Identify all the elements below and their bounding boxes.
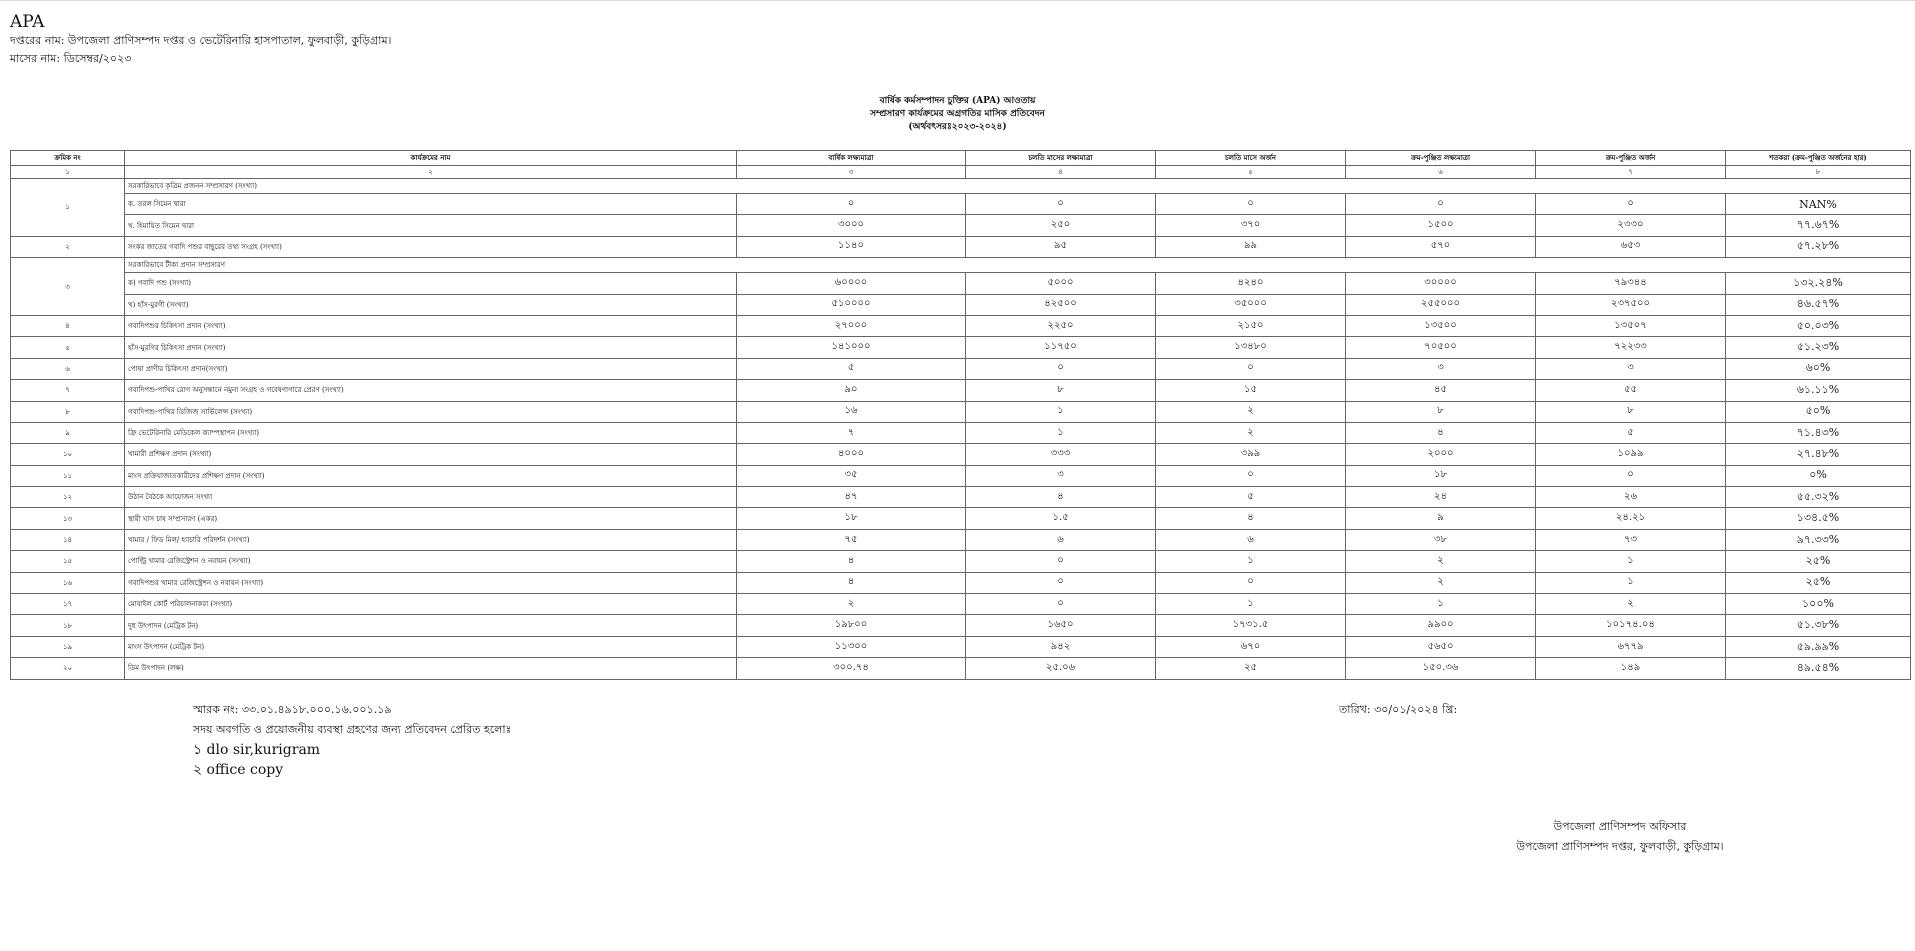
index-cell: ৬ (1346, 166, 1536, 179)
annual-target: ০ (737, 194, 966, 215)
annual-target: ৪৭ (737, 487, 966, 508)
cumulative-achievement: ২ (1536, 594, 1726, 615)
percentage: ৭১.৪৩% (1726, 422, 1911, 443)
col-cumulative-target: ক্রম-পুঞ্জিত লক্ষ্যমাত্রা (1346, 151, 1536, 166)
percentage: ৬১.১১% (1726, 380, 1911, 401)
cumulative-target: ১৩৫০০ (1346, 315, 1536, 336)
cumulative-target: ২ (1346, 572, 1536, 593)
annual-target: ২৭০০০ (737, 315, 966, 336)
activity-name: ক. তরল সিমেন দ্বারা (125, 194, 737, 215)
activity-name: পোল্ট্রি খামার রেজিস্ট্রেশন ও নবায়ন (সংখ্যা) (125, 551, 737, 572)
percentage: NAN% (1726, 194, 1911, 215)
activity-name: মাংস উৎপাদন (মেট্রিক টন) (125, 636, 737, 657)
memo-block (193, 700, 511, 780)
annual-target: ৫ (737, 358, 966, 379)
percentage: ৫৯.৯৯% (1726, 636, 1911, 657)
table-row (11, 337, 1911, 358)
cumulative-achievement: ৩ (1536, 358, 1726, 379)
progress-table (10, 150, 1911, 680)
annual-target: ৭ (737, 422, 966, 443)
month-target: ৯৫ (966, 236, 1156, 257)
serial-cell: ৭ (11, 380, 125, 401)
annual-target: ১১৪০ (737, 236, 966, 257)
percentage: ৯৭.৩৩% (1726, 529, 1911, 550)
cumulative-target: ৫৭০ (1346, 236, 1536, 257)
table-row (11, 444, 1911, 465)
percentage: ৫১.২৩% (1726, 337, 1911, 358)
cumulative-achievement: ০ (1536, 465, 1726, 486)
table-row (11, 422, 1911, 443)
month-achievement: ১ (1156, 551, 1346, 572)
month-target: ৯৪২ (966, 636, 1156, 657)
recipient-item: ১ dlo sir,kurigram (193, 742, 321, 758)
serial-cell: ৩ (11, 258, 125, 316)
report-header (10, 12, 391, 68)
activity-name: দুধ উৎপাদন (মেট্রিক টন) (125, 615, 737, 636)
month-target: ০ (966, 551, 1156, 572)
annual-target: ৫১০০০০ (737, 294, 966, 315)
annual-target: ৩৫ (737, 465, 966, 486)
table-row (11, 294, 1911, 315)
annual-target: ২ (737, 594, 966, 615)
cumulative-target: ২ (1346, 551, 1536, 572)
percentage: ২৫% (1726, 572, 1911, 593)
table-row (11, 194, 1911, 215)
cumulative-achievement: ২৩৭৫০০ (1536, 294, 1726, 315)
month-target: ০ (966, 572, 1156, 593)
cumulative-achievement: ১ (1536, 572, 1726, 593)
cumulative-target: ০ (1346, 194, 1536, 215)
table-row (11, 487, 1911, 508)
serial-cell: ১৭ (11, 594, 125, 615)
cumulative-achievement: ৭৯৩৪৪ (1536, 273, 1726, 294)
percentage: ৫৫.৩২% (1726, 487, 1911, 508)
serial-cell: ১৪ (11, 529, 125, 550)
month-achievement: ০ (1156, 465, 1346, 486)
cumulative-achievement: ৬৭৭৯ (1536, 636, 1726, 657)
month-achievement: ৬৭০ (1156, 636, 1346, 657)
serial-cell: ৯ (11, 422, 125, 443)
memo-reference: স্মারক নং: ৩৩.০১.৪৯১৮.০০০.১৬.০০১.১৯ (193, 703, 392, 716)
activity-name: সংকর জাতের গবাদি পশুর বাছুরের তথ্য সংগ্রহ (সংখ্যা) (125, 236, 737, 257)
cumulative-target: ২০০০ (1346, 444, 1536, 465)
month-target: ৩৩৩ (966, 444, 1156, 465)
cumulative-target: ৮ (1346, 401, 1536, 422)
app-title: APA (10, 12, 45, 32)
month-target: ৬ (966, 529, 1156, 550)
col-cumulative-achievement: ক্রম-পুঞ্জিত অর্জন (1536, 151, 1726, 166)
activity-name: খামারী প্রশিক্ষণ প্রদান (সংখ্যা) (125, 444, 737, 465)
serial-cell: ২ (11, 236, 125, 257)
table-row (11, 529, 1911, 550)
month-target: ১১৭৫০ (966, 337, 1156, 358)
serial-cell: ১৮ (11, 615, 125, 636)
memo-purpose: সদয় অবগতি ও প্রয়োজনীয় ব্যবস্থা গ্রহণের জন্য প্রতিবেদন প্রেরিত হলোঃ (193, 723, 512, 736)
table-row (11, 658, 1911, 679)
annual-target: ১১৩০০ (737, 636, 966, 657)
index-cell: ৩ (737, 166, 966, 179)
index-cell: ৪ (966, 166, 1156, 179)
cumulative-achievement: ৭৩ (1536, 529, 1726, 550)
cumulative-achievement: ২৪.২১ (1536, 508, 1726, 529)
activity-name: গবাদিপশুর খামার রেজিস্ট্রেশন ও নবায়ন (সংখ্যা) (125, 572, 737, 593)
table-row (11, 615, 1911, 636)
report-title-line3: (অর্থবৎসরঃ২০২৩-২০২৪) (908, 122, 1007, 132)
recipient-item: ২ office copy (193, 762, 284, 778)
annual-target: ১৬ (737, 401, 966, 422)
percentage: ১০০% (1726, 594, 1911, 615)
percentage: ৫১.৩৮% (1726, 615, 1911, 636)
activity-name: গবাদিপশুর চিকিৎসা প্রদান (সংখ্যা) (125, 315, 737, 336)
col-percentage: শতকরা (ক্রম-পুঞ্জিত অর্জনের হার) (1726, 151, 1911, 166)
top-border-line (0, 0, 1915, 1)
index-cell: ৮ (1726, 166, 1911, 179)
month-target: ১৬৫০ (966, 615, 1156, 636)
month-name: মাসের নাম: ডিসেম্বর/২০২৩ (10, 52, 132, 65)
table-row-group (11, 179, 1911, 194)
activity-name: খামার / ফিড মিল/ হ্যাচারি পরিদর্শন (সংখ্যা) (125, 529, 737, 550)
date-line: তারিখ: ৩০/০১/২০২৪ খ্রি: (1339, 703, 1458, 716)
report-title (0, 95, 1915, 134)
annual-target: ১৪১০০০ (737, 337, 966, 358)
cumulative-target: ৩ (1346, 358, 1536, 379)
month-target: ৫০০০ (966, 273, 1156, 294)
signature-block (1480, 817, 1760, 857)
month-target: ৮ (966, 380, 1156, 401)
month-target: ০ (966, 594, 1156, 615)
table-row (11, 380, 1911, 401)
cumulative-achievement: ১০৯৯ (1536, 444, 1726, 465)
annual-target: ১৯৮০০ (737, 615, 966, 636)
cumulative-target: ৯ (1346, 508, 1536, 529)
cumulative-target: ৫৬৫০ (1346, 636, 1536, 657)
serial-cell: ৮ (11, 401, 125, 422)
month-target: ১.৫ (966, 508, 1156, 529)
table-row (11, 594, 1911, 615)
month-target: ২২৫০ (966, 315, 1156, 336)
month-achievement: ১ (1156, 594, 1346, 615)
column-index-row (11, 166, 1911, 179)
serial-cell: ১০ (11, 444, 125, 465)
month-achievement: ২ (1156, 422, 1346, 443)
percentage: ১৩৪.৫% (1726, 508, 1911, 529)
month-achievement: ৩৯৯ (1156, 444, 1346, 465)
cumulative-achievement: ০ (1536, 194, 1726, 215)
cumulative-achievement: ৫৫ (1536, 380, 1726, 401)
cumulative-target: ৪৫ (1346, 380, 1536, 401)
activity-name: গবাদিপশু-পাখির রোগ অনুসন্ধানে নমুনা সংগ্রহ ও গবেষণাগারে প্রেরণ (সংখ্যা) (125, 380, 737, 401)
percentage: ৪৬.৫৭% (1726, 294, 1911, 315)
month-target: ৪ (966, 487, 1156, 508)
table-row (11, 236, 1911, 257)
activity-name: হাঁস-মুরগির চিকিৎসা প্রদান (সংখ্যা) (125, 337, 737, 358)
month-achievement: ৩৫০০০ (1156, 294, 1346, 315)
percentage: ২৭.৪৮% (1726, 444, 1911, 465)
index-cell: ১ (11, 166, 125, 179)
activity-name: গবাদিপশু-পাখির ডিজিজ সার্ভিলেন্স (সংখ্যা) (125, 401, 737, 422)
month-target: ১ (966, 422, 1156, 443)
activity-name: পোষা প্রাণীর চিকিৎসা প্রদান(সংখ্যা) (125, 358, 737, 379)
serial-cell: ১২ (11, 487, 125, 508)
month-achievement: ০ (1156, 572, 1346, 593)
activity-name: মোবাইল কোর্ট পরিচালনাকরা (সংখ্যা) (125, 594, 737, 615)
month-achievement: ৪২৪০ (1156, 273, 1346, 294)
table-row (11, 572, 1911, 593)
month-target: ২৫০ (966, 215, 1156, 236)
activity-name: ফ্রি ভেটেরিনারি মেডিকেল ক্যাম্পস্থাপন (সংখ্যা) (125, 422, 737, 443)
month-achievement: ০ (1156, 194, 1346, 215)
activity-name: খ. হিমায়িত সিমেন দ্বারা (125, 215, 737, 236)
cumulative-achievement: ১৩৫০৭ (1536, 315, 1726, 336)
month-achievement: ১৩৪৮০ (1156, 337, 1346, 358)
serial-cell: ৬ (11, 358, 125, 379)
percentage: ২৫% (1726, 551, 1911, 572)
col-annual-target: বার্ষিক লক্ষ্যমাত্রা (737, 151, 966, 166)
annual-target: ৭৫ (737, 529, 966, 550)
activity-name: মাংস প্রক্রিয়াজাতকারীদের প্রশিক্ষণ প্রদান (সংখ্যা) (125, 465, 737, 486)
cumulative-achievement: ২৬ (1536, 487, 1726, 508)
cumulative-achievement: ৫ (1536, 422, 1726, 443)
cumulative-achievement: ২৩৩০ (1536, 215, 1726, 236)
group-heading: সরকারিভাবে কৃত্রিম প্রজনন সম্প্রসারণ (সংখ্যা) (125, 179, 1911, 194)
annual-target: ৪ (737, 572, 966, 593)
serial-cell: ১ (11, 179, 125, 237)
table-row (11, 636, 1911, 657)
serial-cell: ১৬ (11, 572, 125, 593)
percentage: ৫০.০৩% (1726, 315, 1911, 336)
month-target: ০ (966, 358, 1156, 379)
percentage: ৫০% (1726, 401, 1911, 422)
activity-name: ডিম উৎপাদন (লক্ষ) (125, 658, 737, 679)
percentage: ১৩২.২৪% (1726, 273, 1911, 294)
month-achievement: ০ (1156, 358, 1346, 379)
cumulative-target: ২৫৫০০০ (1346, 294, 1536, 315)
percentage: ০% (1726, 465, 1911, 486)
cumulative-target: ৪ (1346, 422, 1536, 443)
cumulative-target: ১৫০.৩৬ (1346, 658, 1536, 679)
index-cell: ২ (125, 166, 737, 179)
signature-office: উপজেলা প্রাণিসম্পদ দপ্তর, ফুলবাড়ী, কুড়িগ্রাম। (1516, 840, 1724, 853)
cumulative-target: ১৫০০ (1346, 215, 1536, 236)
table-row (11, 551, 1911, 572)
cumulative-target: ৩৮ (1346, 529, 1536, 550)
cumulative-target: ২৪ (1346, 487, 1536, 508)
month-target: ৪২৫০০ (966, 294, 1156, 315)
annual-target: ৪০০০ (737, 444, 966, 465)
col-month-target: চলতি মাসের লক্ষ্যমাত্রা (966, 151, 1156, 166)
serial-cell: ৪ (11, 315, 125, 336)
col-month-achievement: চলতি মাসে অর্জন (1156, 151, 1346, 166)
cumulative-achievement: ১৪৯ (1536, 658, 1726, 679)
month-target: ১ (966, 401, 1156, 422)
cumulative-target: ৭০৫০০ (1346, 337, 1536, 358)
activity-name: খ) হাঁস-মুরগী (সংখ্যা) (125, 294, 737, 315)
cumulative-achievement: ১ (1536, 551, 1726, 572)
serial-cell: ১৩ (11, 508, 125, 529)
percentage: ৬০% (1726, 358, 1911, 379)
month-achievement: ৬ (1156, 529, 1346, 550)
group-heading: সরকারিভাবে টীকা প্রদান সম্প্রসারণ (125, 258, 1911, 273)
cumulative-achievement: ৭২২৩৩ (1536, 337, 1726, 358)
month-achievement: ২১৫০ (1156, 315, 1346, 336)
table-row (11, 358, 1911, 379)
percentage: ৪৯.৫৪% (1726, 658, 1911, 679)
cumulative-target: ৯৯০০ (1346, 615, 1536, 636)
month-achievement: ৫ (1156, 487, 1346, 508)
month-achievement: ২ (1156, 401, 1346, 422)
table-row (11, 273, 1911, 294)
month-target: ২৫.০৬ (966, 658, 1156, 679)
annual-target: ৩০০.৭৪ (737, 658, 966, 679)
table-row (11, 508, 1911, 529)
cumulative-target: ৩০০০০ (1346, 273, 1536, 294)
col-activity: কার্যক্রমের নাম (125, 151, 737, 166)
month-achievement: ১৭৩১.৫ (1156, 615, 1346, 636)
annual-target: ৩০০০ (737, 215, 966, 236)
serial-cell: ১৯ (11, 636, 125, 657)
cumulative-achievement: ৬৫৩ (1536, 236, 1726, 257)
report-title-line2: সম্প্রসারণ কার্যক্রমের অগ্রগতির মাসিক প্রতিবেদন (870, 109, 1045, 119)
annual-target: ১৮ (737, 508, 966, 529)
cumulative-achievement: ৮ (1536, 401, 1726, 422)
activity-name: ক) গবাদি পশু (সংখ্যা) (125, 273, 737, 294)
signature-title: উপজেলা প্রাণিসম্পদ অফিসার (1553, 820, 1687, 833)
col-serial: ক্রমিক নং (11, 151, 125, 166)
serial-cell: ১১ (11, 465, 125, 486)
serial-cell: ১৫ (11, 551, 125, 572)
activity-name: স্থায়ী ঘাস চাষ সম্প্রসারণ (একর) (125, 508, 737, 529)
cumulative-target: ১৮ (1346, 465, 1536, 486)
annual-target: ৬০০০০ (737, 273, 966, 294)
month-target: ৩ (966, 465, 1156, 486)
table-row (11, 215, 1911, 236)
activity-name: উঠান বৈঠকে আয়োজন সংখ্যা (125, 487, 737, 508)
month-achievement: ২৫ (1156, 658, 1346, 679)
month-achievement: ৪ (1156, 508, 1346, 529)
annual-target: ৪ (737, 551, 966, 572)
month-achievement: ৯৯ (1156, 236, 1346, 257)
serial-cell: ৫ (11, 337, 125, 358)
month-achievement: ১৫ (1156, 380, 1346, 401)
percentage: ৫৭.২৮% (1726, 236, 1911, 257)
cumulative-achievement: ১০১৭৪.০৪ (1536, 615, 1726, 636)
index-cell: ৭ (1536, 166, 1726, 179)
table-row (11, 401, 1911, 422)
report-title-line1: বার্ষিক কর্মসম্পাদন চুক্তির (APA) আওতায় (879, 96, 1036, 106)
office-name: দপ্তরের নাম: উপজেলা প্রাণিসম্পদ দপ্তর ও ভেটেরিনারি হাসপাতাল, ফুলবাড়ী, কুড়িগ্রাম। (10, 34, 392, 47)
index-cell: ৫ (1156, 166, 1346, 179)
month-target: ০ (966, 194, 1156, 215)
annual-target: ৯০ (737, 380, 966, 401)
percentage: ৭৭.৬৭% (1726, 215, 1911, 236)
table-header-row (11, 151, 1911, 166)
cumulative-target: ১ (1346, 594, 1536, 615)
month-achievement: ৩৭০ (1156, 215, 1346, 236)
table-row-group (11, 258, 1911, 273)
table-row (11, 465, 1911, 486)
table-row (11, 315, 1911, 336)
serial-cell: ২০ (11, 658, 125, 679)
